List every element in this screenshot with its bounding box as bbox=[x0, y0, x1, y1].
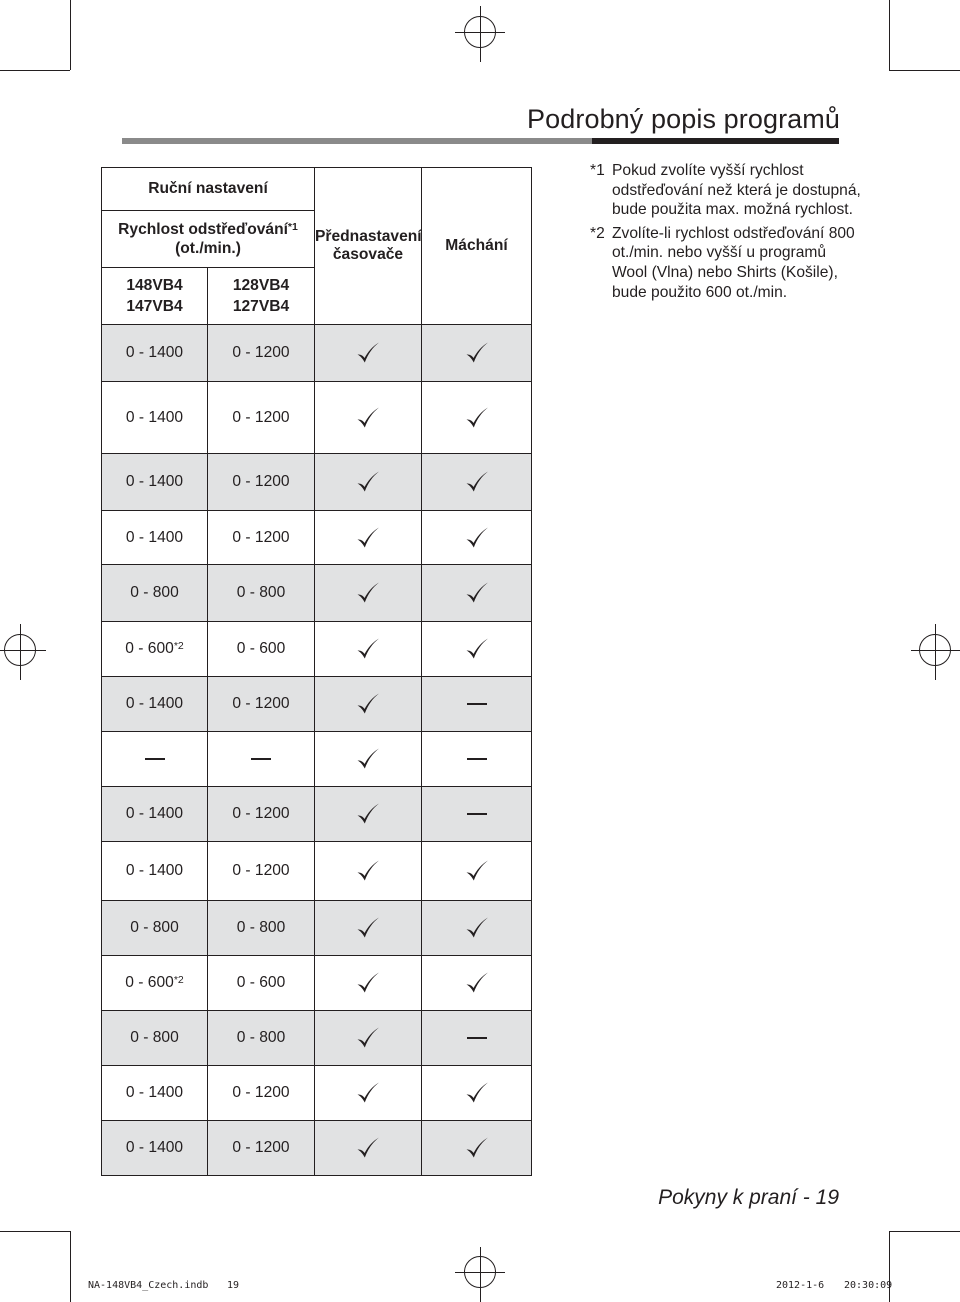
check-icon bbox=[355, 746, 381, 772]
speed-148vb4-cell bbox=[102, 454, 208, 511]
footnote-ref: *2 bbox=[173, 640, 184, 653]
speed-128vb4-cell bbox=[208, 565, 315, 622]
check-icon bbox=[355, 636, 381, 662]
models-a-header: 148VB4 147VB4 bbox=[102, 268, 208, 325]
slug-page: 19 bbox=[227, 1280, 240, 1291]
crop-mark bbox=[0, 70, 70, 71]
speed-value: 0 - 1200 bbox=[232, 473, 290, 490]
table-row bbox=[102, 382, 532, 454]
timer-preset-cell bbox=[315, 677, 422, 732]
table-row bbox=[102, 1121, 532, 1176]
timer-preset-cell bbox=[315, 622, 422, 677]
speed-value: 0 - 1200 bbox=[232, 695, 290, 712]
timer-preset-cell bbox=[315, 1121, 422, 1176]
dash-icon bbox=[467, 813, 487, 815]
table-row bbox=[102, 677, 532, 732]
crop-mark bbox=[70, 1231, 71, 1302]
speed-148vb4-cell bbox=[102, 956, 208, 1011]
program-table bbox=[101, 167, 532, 1176]
speed-128vb4-cell bbox=[208, 677, 315, 732]
dash-icon bbox=[251, 758, 271, 760]
speed-128vb4-cell bbox=[208, 787, 315, 842]
speed-value: 0 - 800 bbox=[236, 1029, 286, 1046]
check-icon bbox=[355, 691, 381, 717]
footnote-mark: *1 bbox=[590, 162, 605, 179]
crop-mark bbox=[0, 1231, 70, 1232]
slug-date: 2012-1-6 bbox=[776, 1280, 825, 1291]
table-row bbox=[102, 842, 532, 901]
speed-148vb4-cell bbox=[102, 1121, 208, 1176]
check-icon bbox=[355, 525, 381, 551]
dash-icon bbox=[145, 758, 165, 760]
speed-148vb4-cell bbox=[102, 1066, 208, 1121]
timer-preset-cell bbox=[315, 956, 422, 1011]
check-icon bbox=[355, 915, 381, 941]
footnote bbox=[590, 161, 865, 220]
speed-148vb4-cell bbox=[102, 382, 208, 454]
rinse-cell bbox=[422, 1121, 532, 1176]
timer-preset-cell bbox=[315, 511, 422, 565]
models-b-header: 128VB4 127VB4 bbox=[208, 268, 315, 325]
speed-value: 0 - 1400 bbox=[125, 805, 184, 822]
title-rule-accent bbox=[592, 138, 839, 144]
speed-128vb4-cell bbox=[208, 454, 315, 511]
check-icon bbox=[355, 858, 381, 884]
spin-speed-label: Rychlost odstřeďování bbox=[118, 221, 288, 238]
crop-mark bbox=[70, 0, 71, 70]
speed-value: 0 - 1400 bbox=[125, 473, 184, 490]
speed-128vb4-cell bbox=[208, 1011, 315, 1066]
rinse-cell bbox=[422, 622, 532, 677]
rinse-cell bbox=[422, 842, 532, 901]
speed-128vb4-cell bbox=[208, 511, 315, 565]
timer-preset-cell bbox=[315, 454, 422, 511]
speed-value: 0 - 1200 bbox=[232, 528, 290, 546]
rinse-cell bbox=[422, 787, 532, 842]
speed-value: 0 - 800 bbox=[130, 1029, 179, 1046]
speed-value: 0 - 1200 bbox=[232, 344, 290, 361]
speed-128vb4-cell bbox=[208, 1121, 315, 1176]
check-icon bbox=[355, 1025, 381, 1051]
page-title: Podrobný popis programů bbox=[527, 104, 840, 134]
table-header-row bbox=[102, 168, 532, 211]
dash-icon bbox=[467, 703, 487, 705]
check-icon bbox=[355, 801, 381, 827]
speed-128vb4-cell bbox=[208, 956, 315, 1011]
rinse-cell bbox=[422, 1011, 532, 1066]
check-icon bbox=[355, 469, 381, 495]
speed-value: 0 - 600 bbox=[236, 974, 286, 991]
footnotes bbox=[590, 161, 865, 302]
check-icon bbox=[464, 636, 490, 662]
speed-128vb4-cell bbox=[208, 732, 315, 787]
timer-preset-cell bbox=[315, 732, 422, 787]
footnote-text: Pokud zvolíte vyšší rychlost odstřeďování než která je dostupná, bude použita max. možná rychlost. bbox=[612, 162, 861, 219]
rinse-cell bbox=[422, 454, 532, 511]
dash-icon bbox=[467, 758, 487, 760]
speed-value: 0 - 1400 bbox=[125, 862, 184, 879]
rinse-cell bbox=[422, 511, 532, 565]
manual-setting-header: Ruční nastavení bbox=[102, 168, 315, 211]
speed-value: 0 - 600 bbox=[125, 974, 174, 991]
crop-mark bbox=[889, 0, 890, 70]
speed-148vb4-cell bbox=[102, 622, 208, 677]
speed-128vb4-cell bbox=[208, 382, 315, 454]
footnote-ref: *2 bbox=[173, 974, 184, 987]
speed-value: 0 - 800 bbox=[130, 584, 179, 601]
check-icon bbox=[464, 340, 490, 366]
table-row bbox=[102, 622, 532, 677]
timer-preset-cell bbox=[315, 787, 422, 842]
check-icon bbox=[355, 1135, 381, 1161]
check-icon bbox=[355, 405, 381, 431]
table-row bbox=[102, 454, 532, 511]
crop-mark bbox=[889, 1231, 960, 1232]
timer-preset-cell bbox=[315, 325, 422, 382]
slug-time: 20:30:09 bbox=[844, 1280, 893, 1291]
speed-value: 0 - 600 bbox=[125, 640, 174, 657]
timer-preset-cell bbox=[315, 382, 422, 454]
timer-preset-cell bbox=[315, 1066, 422, 1121]
speed-value: 0 - 1200 bbox=[232, 408, 290, 426]
timer-preset-header: Přednastavení časovače bbox=[315, 168, 422, 325]
check-icon bbox=[464, 915, 490, 941]
speed-148vb4-cell bbox=[102, 1011, 208, 1066]
speed-128vb4-cell bbox=[208, 622, 315, 677]
title-rule bbox=[122, 138, 592, 144]
speed-value: 0 - 1400 bbox=[125, 344, 184, 361]
speed-value: 0 - 1200 bbox=[232, 1084, 290, 1101]
speed-148vb4-cell bbox=[102, 732, 208, 787]
spin-speed-header bbox=[102, 211, 315, 268]
footnote-text: Zvolíte-li rychlost odstřeďování 800 ot./min. nebo vyšší u programů Wool (Vlna) nebo Shirts (Košile), bude použito 600 ot./min. bbox=[612, 224, 855, 301]
crop-mark bbox=[889, 70, 960, 71]
check-icon bbox=[464, 525, 490, 551]
printer-slug bbox=[88, 1280, 908, 1294]
speed-128vb4-cell bbox=[208, 1066, 315, 1121]
table-body bbox=[102, 325, 532, 1176]
check-icon bbox=[464, 469, 490, 495]
table-row bbox=[102, 1011, 532, 1066]
rinse-cell bbox=[422, 565, 532, 622]
rinse-cell bbox=[422, 382, 532, 454]
speed-value: 0 - 800 bbox=[236, 919, 286, 936]
rinse-header: Máchání bbox=[422, 168, 532, 325]
timer-preset-cell bbox=[315, 901, 422, 956]
speed-value: 0 - 1400 bbox=[125, 408, 184, 426]
check-icon bbox=[464, 1135, 490, 1161]
check-icon bbox=[464, 580, 490, 606]
footnote bbox=[590, 224, 865, 302]
speed-value: 0 - 600 bbox=[236, 640, 286, 657]
speed-value: 0 - 1200 bbox=[232, 805, 290, 822]
rinse-cell bbox=[422, 677, 532, 732]
slug-filename: NA-148VB4_Czech.indb bbox=[88, 1280, 209, 1291]
spin-speed-unit: (ot./min.) bbox=[175, 240, 241, 257]
speed-148vb4-cell bbox=[102, 901, 208, 956]
table-row bbox=[102, 901, 532, 956]
check-icon bbox=[355, 970, 381, 996]
rinse-cell bbox=[422, 956, 532, 1011]
speed-value: 0 - 1400 bbox=[125, 528, 184, 546]
table-row bbox=[102, 325, 532, 382]
check-icon bbox=[464, 858, 490, 884]
speed-148vb4-cell bbox=[102, 565, 208, 622]
table-row bbox=[102, 511, 532, 565]
speed-value: 0 - 1200 bbox=[232, 862, 290, 879]
rinse-cell bbox=[422, 901, 532, 956]
speed-148vb4-cell bbox=[102, 842, 208, 901]
speed-148vb4-cell bbox=[102, 511, 208, 565]
table-row bbox=[102, 956, 532, 1011]
speed-value: 0 - 1200 bbox=[232, 1139, 290, 1156]
rinse-cell bbox=[422, 732, 532, 787]
footnote-ref: *1 bbox=[287, 221, 298, 234]
table-row bbox=[102, 1066, 532, 1121]
speed-value: 0 - 800 bbox=[236, 584, 286, 601]
speed-128vb4-cell bbox=[208, 325, 315, 382]
speed-value: 0 - 800 bbox=[130, 919, 179, 936]
speed-value: 0 - 1400 bbox=[125, 1139, 184, 1156]
speed-value: 0 - 1400 bbox=[125, 1084, 184, 1101]
check-icon bbox=[464, 1080, 490, 1106]
timer-preset-cell bbox=[315, 1011, 422, 1066]
footnote-mark: *2 bbox=[590, 224, 605, 242]
speed-value: 0 - 1400 bbox=[125, 695, 184, 712]
check-icon bbox=[464, 970, 490, 996]
check-icon bbox=[355, 340, 381, 366]
check-icon bbox=[464, 405, 490, 431]
table-row bbox=[102, 732, 532, 787]
check-icon bbox=[355, 580, 381, 606]
speed-148vb4-cell bbox=[102, 787, 208, 842]
page-number: Pokyny k praní - 19 bbox=[658, 1186, 839, 1209]
speed-148vb4-cell bbox=[102, 677, 208, 732]
dash-icon bbox=[467, 1037, 487, 1039]
speed-148vb4-cell bbox=[102, 325, 208, 382]
table-row bbox=[102, 787, 532, 842]
timer-preset-cell bbox=[315, 842, 422, 901]
check-icon bbox=[355, 1080, 381, 1106]
table-row bbox=[102, 565, 532, 622]
timer-preset-cell bbox=[315, 565, 422, 622]
rinse-cell bbox=[422, 325, 532, 382]
speed-128vb4-cell bbox=[208, 842, 315, 901]
rinse-cell bbox=[422, 1066, 532, 1121]
speed-128vb4-cell bbox=[208, 901, 315, 956]
